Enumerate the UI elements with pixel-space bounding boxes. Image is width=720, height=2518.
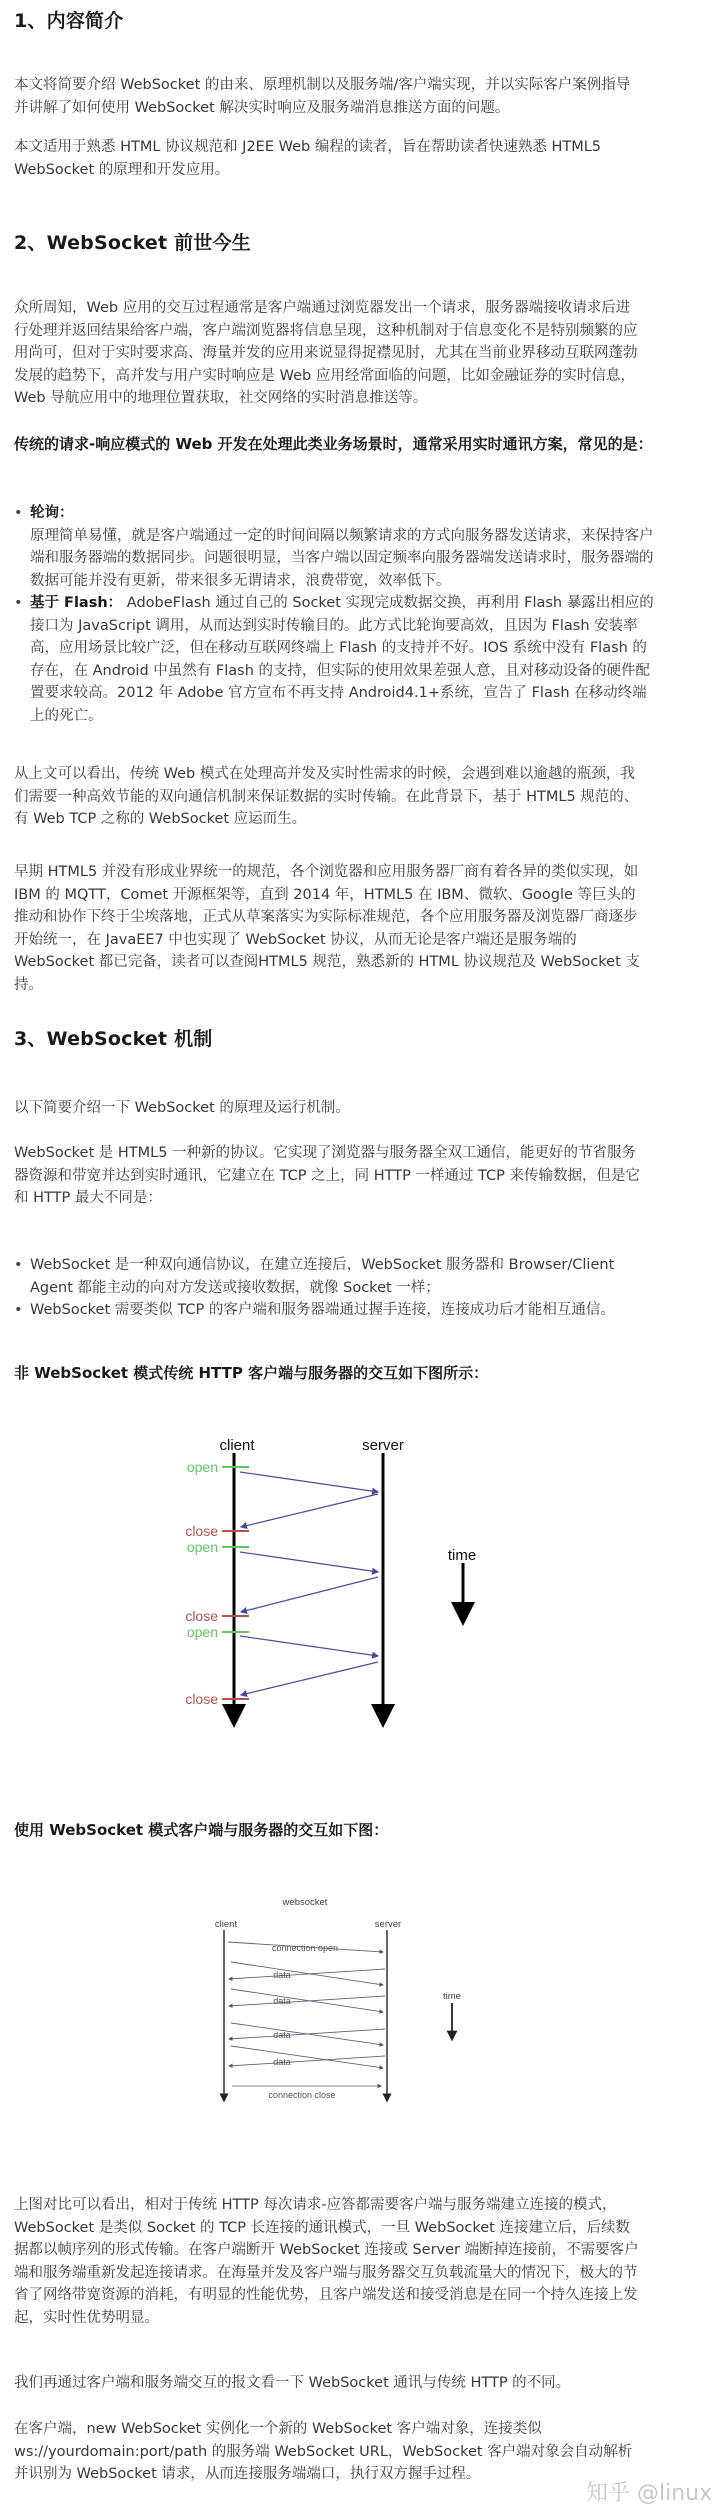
connection-open-label: connection open xyxy=(271,1943,339,1953)
request-response-arrows xyxy=(240,1472,378,1695)
paragraph-intro-2: 本文适用于熟悉 HTML 协议规范和 J2EE Web 编程的读者，旨在帮助读者快速熟悉 HTML5 WebSocket 的原理和开发应用。 xyxy=(14,139,602,178)
list-item-bidirectional: • WebSocket 是一种双向通信协议，在建立连接后，WebSocket 服务器和 Browser/Client Agent 都能主动的向对方发送或接收数据，就像 Socket 一样； xyxy=(14,1254,654,1299)
list-text: 原理简单易懂，就是客户端通过一定的时间间隔以频繁请求的方式向服务器发送请求，来保持客户端和服务器端的数据同步。问题很明显，当客户端以固定频率向服务器端发送请求时，服务器端的数据可能并没有更新，带来很多无谓请求，浪费带宽，效率低下。 xyxy=(30,527,654,589)
websocket-title: websocket xyxy=(282,1897,328,1908)
paragraph-bottleneck: 从上文可以看出，传统 Web 模式在处理高并发及实时性需求的时候，会遇到难以逾越的瓶颈，我们需要一种高效节能的双向通信机制来保证数据的实时传输。在此背景下，基于 HTML5 规范的、有 Web TCP 之称的 WebSocket 应运而生。 xyxy=(14,766,639,827)
data-label: data xyxy=(273,1970,291,1980)
paragraph-history-intro: 众所周知，Web 应用的交互过程通常是客户端通过浏览器发出一个请求，服务器端接收请求后进行处理并返回结果给客户端，客户端浏览器将信息呈现，这种机制对于信息变化不是特别频繁的应用尚可，但对于实时要求高、海量并发的应用来说显得捉襟见肘，尤其在当前业界移动互联网蓬勃发展的趋势下，高并发与用户实时响应是 Web 应用经常面临的问题，比如金融证券的实时信息，Web 导航应用中的地理位置获取，社交网络的实时消息推送等。 xyxy=(14,300,638,406)
svg-text:open: open xyxy=(186,1459,218,1475)
paragraph-websocket-definition: WebSocket 是 HTML5 一种新的协议。它实现了浏览器与服务器全双工通信，能更好的节省服务器资源和带宽并达到实时通讯，它建立在 TCP 之上，同 HTTP 一样通过 TCP 来传输数据，但是它和 HTTP 最大不同是： xyxy=(14,1145,641,1206)
time-label: time xyxy=(447,1547,477,1564)
bold-lead-traditional: 传统的请求-响应模式的 Web 开发在处理此类业务场景时，通常采用实时通讯方案，常见的是： xyxy=(14,435,653,453)
websocket-interaction-diagram xyxy=(0,1890,720,2110)
close-marker-1 xyxy=(185,1523,249,1539)
list-term: 基于 Flash： xyxy=(30,595,123,611)
data-frame-arrows xyxy=(228,1942,385,2086)
close-marker-2 xyxy=(185,1608,249,1624)
data-label: data xyxy=(273,2030,291,2040)
open-marker-3 xyxy=(187,1624,249,1640)
realtime-schemes-list xyxy=(14,502,654,727)
section-heading-intro: 1、内容简介 xyxy=(14,10,124,32)
paragraph-mechanism-intro: 以下简要介绍一下 WebSocket 的原理及运行机制。 xyxy=(14,1100,350,1116)
data-label: data xyxy=(273,2057,291,2067)
connection-close-label: connection close xyxy=(268,2090,336,2100)
list-term: 轮询： xyxy=(30,505,74,521)
zhihu-watermark: 知乎 @linux xyxy=(586,2481,713,2506)
list-item-flash xyxy=(14,592,654,727)
section-heading-history: 2、WebSocket 前世今生 xyxy=(14,232,251,254)
data-label: data xyxy=(273,1996,291,2006)
list-item-handshake: • WebSocket 需要类似 TCP 的客户端和服务器端通过握手连接，连接成功后才能相互通信。 xyxy=(14,1299,654,1322)
section-heading-mechanism: 3、WebSocket 机制 xyxy=(14,1028,213,1050)
server-label: server xyxy=(362,1437,404,1454)
paragraph-client-side: 在客户端，new WebSocket 实例化一个新的 WebSocket 客户端对象，连接类似 ws://yourdomain:port/path 的服务端 WebSocket URL，WebSocket 客户端对象会自动解析并识别为 WebSocket 请求，从而连接服务端端口，执行双方握手过程。 xyxy=(14,2421,633,2482)
client-label: client xyxy=(214,1919,238,1930)
list-text: AdobeFlash 通过自己的 Socket 实现完成数据交换，再利用 Flash 暴露出相应的接口为 JavaScript 调用，从而达到实时传输目的。此方式比轮询要高效，且因为 Flash 安装率高，应用场景比较广泛，但在移动互联网终端上 Flash 的支持并不好。IOS 系统中没有 Flash 的存在，在 Android 中虽然有 Flash 的支持，但实际的使用效果差强人意，且对移动设备的硬件配置要求较高。2012 年 Adobe 官方宣布不再支持 Android4.1+系统，宣告了 Flash 在移动终端上的死亡。 xyxy=(30,595,654,724)
svg-text:close: close xyxy=(185,1608,218,1624)
svg-text:open: open xyxy=(186,1539,218,1555)
server-label: server xyxy=(374,1919,402,1930)
open-marker-2 xyxy=(187,1539,249,1555)
open-marker-1 xyxy=(187,1459,249,1475)
paragraph-intro-1: 本文将简要介绍 WebSocket 的由来、原理机制以及服务端/客户端实现，并以实际客户案例指导并讲解了如何使用 WebSocket 解决实时响应及服务端消息推送方面的问题。 xyxy=(14,77,631,116)
time-label: time xyxy=(443,1991,461,2002)
websocket-differences-list xyxy=(14,1254,654,1322)
paragraph-comparison: 上图对比可以看出，相对于传统 HTTP 每次请求-应答都需要客户端与服务端建立连接的模式，WebSocket 是类似 Socket 的 TCP 长连接的通讯模式，一旦 WebSocket 连接建立后，后续数据都以帧序列的形式传输。在客户端断开 WebSocket 连接或 Server 端断掉连接前，不需要客户端和服务端重新发起连接请求。在海量并发及客户端与服务器交互负载流量大的情况下，极大的节省了网络带宽资源的消耗，有明显的性能优势，且客户端发送和接受消息是在同一个持久连接上发起，实时性优势明显。 xyxy=(14,2197,639,2326)
list-item-polling xyxy=(14,502,654,592)
diagram1-caption: 非 WebSocket 模式传统 HTTP 客户端与服务器的交互如下图所示： xyxy=(14,1364,489,1382)
svg-text:open: open xyxy=(186,1624,218,1640)
client-label: client xyxy=(219,1437,255,1454)
close-marker-3 xyxy=(185,1691,249,1707)
svg-text:close: close xyxy=(185,1691,218,1707)
diagram2-caption: 使用 WebSocket 模式客户端与服务器的交互如下图： xyxy=(14,1821,389,1839)
paragraph-html5-history: 早期 HTML5 并没有形成业界统一的规范，各个浏览器和应用服务器厂商有着各异的类似实现，如 IBM 的 MQTT，Comet 开源框架等，直到 2014 年，HTML5 在 IBM、微软、Google 等巨头的推动和协作下终于尘埃落地，正式从草案落实为实际标准规范，各个应用服务器及浏览器厂商逐步开始统一，在 JavaEE7 中也实现了 WebSocket 协议，从而无论是客户端还是服务端的 WebSocket 都已完备，读者可以查阅HTML5 规范，熟悉新的 HTML 协议规范及 WebSocket 支持。 xyxy=(14,864,640,993)
paragraph-packet-intro: 我们再通过客户端和服务端交互的报文看一下 WebSocket 通讯与传统 HTTP 的不同。 xyxy=(14,2375,571,2391)
svg-text:close: close xyxy=(185,1523,218,1539)
http-interaction-diagram xyxy=(0,1430,720,1730)
